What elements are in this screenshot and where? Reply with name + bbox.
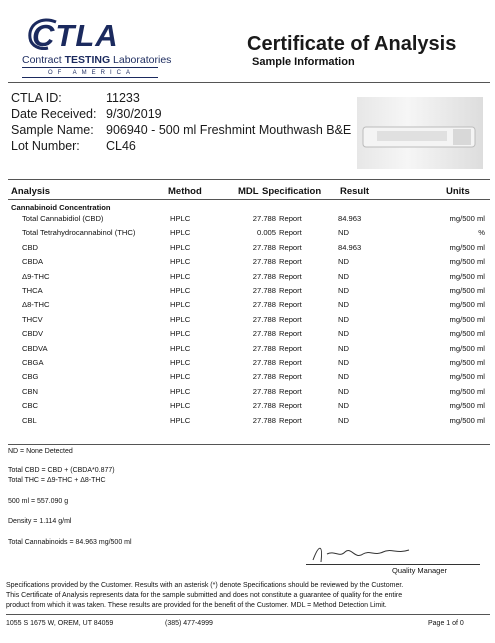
cell-result: ND [338, 286, 349, 295]
section-title: Cannabinoid Concentration [11, 203, 111, 212]
logo-wordmark: CTLA [32, 18, 119, 53]
signature-line [306, 564, 480, 565]
cell-result: ND [338, 358, 349, 367]
info-divider [8, 179, 490, 180]
cell-specification: Report [279, 401, 302, 411]
cell-mdl: 0.005 [256, 228, 276, 238]
cell-method: HPLC [170, 314, 191, 324]
cell-mdl: 27.788 [252, 300, 276, 310]
page-title: Certificate of Analysis [247, 33, 457, 55]
cell-mdl: 27.788 [252, 372, 276, 382]
table-row [0, 257, 495, 270]
cell-units: mg/500 ml [449, 271, 485, 281]
cell-analysis: Total Cannabidiol (CBD) [22, 214, 104, 223]
cell-mdl: 27.788 [252, 242, 276, 252]
col-specification: Specification [262, 186, 322, 197]
cell-units: mg/500 ml [449, 300, 485, 310]
cell-result: ND [338, 401, 349, 411]
col-analysis: Analysis [11, 186, 51, 197]
page-number: Page 1 of 0 [428, 620, 464, 627]
cell-method: HPLC [170, 386, 191, 396]
table-row [0, 372, 495, 385]
cell-analysis: Δ9-THC [22, 271, 50, 281]
cell-specification: Report [279, 228, 302, 238]
footer-line-3: product from which it was taken. These results are provided for the benefit of the Customer. MDL = Method Detection Limit. [6, 602, 387, 609]
cell-specification: Report [279, 358, 302, 367]
cell-analysis: Total Tetrahydrocannabinol (THC) [22, 228, 136, 238]
table-row [0, 315, 495, 328]
note-volume: 500 ml = 557.090 g [8, 498, 69, 505]
table-row [0, 286, 495, 299]
cell-result: ND [338, 386, 349, 396]
cell-units: mg/500 ml [449, 358, 485, 367]
cell-specification: Report [279, 300, 302, 310]
cell-analysis: CBG [22, 372, 39, 382]
footer-phone: (385) 477-4999 [165, 620, 213, 627]
footer-line-1: Specifications provided by the Customer. Results with an asterisk (*) denote Specifications should be reviewed by the Customer. [6, 582, 404, 589]
table-row [0, 329, 495, 342]
cell-units: % [478, 228, 485, 238]
cell-method: HPLC [170, 401, 191, 411]
table-row [0, 344, 495, 357]
table-row [0, 387, 495, 400]
cell-specification: Report [279, 242, 302, 252]
cell-specification: Report [279, 214, 302, 223]
cell-mdl: 27.788 [252, 358, 276, 367]
cell-analysis: THCA [22, 286, 43, 295]
cell-result: 84.963 [338, 242, 362, 252]
cell-units: mg/500 ml [449, 401, 485, 411]
cell-units: mg/500 ml [449, 286, 485, 295]
table-row [0, 358, 495, 371]
cell-method: HPLC [170, 300, 191, 310]
cell-analysis: CBDVA [22, 343, 48, 353]
cell-result: ND [338, 300, 349, 310]
cell-analysis: CBL [22, 415, 37, 425]
note-total-thc: Total THC = Δ9-THC + Δ8-THC [8, 477, 106, 484]
cell-mdl: 27.788 [252, 401, 276, 411]
cell-units: mg/500 ml [449, 415, 485, 425]
cell-specification: Report [279, 329, 302, 339]
table-header-rule [8, 199, 490, 200]
logo-subtitle: Contract TESTING Laboratories [22, 54, 172, 66]
footer-divider [6, 614, 490, 615]
sample-name-label: Sample Name: [11, 123, 94, 137]
cell-method: HPLC [170, 228, 191, 238]
col-result: Result [340, 186, 370, 197]
cell-mdl: 27.788 [252, 343, 276, 353]
logo-country: OF AMERICA [48, 70, 136, 76]
cell-mdl: 27.788 [252, 214, 276, 223]
lot-number-value: CL46 [106, 139, 136, 153]
note-total-cbd: Total CBD = CBD + (CBDA*0.877) [8, 467, 115, 474]
table-row [0, 243, 495, 256]
date-received-label: Date Received: [11, 107, 97, 121]
cell-method: HPLC [170, 257, 191, 267]
cell-specification: Report [279, 286, 302, 295]
cell-result: ND [338, 415, 349, 425]
cell-method: HPLC [170, 214, 191, 223]
sample-name-value: 906940 - 500 ml Freshmint Mouthwash B&E [106, 123, 352, 137]
cell-units: mg/500 ml [449, 372, 485, 382]
ctla-id-value: 11233 [106, 91, 140, 105]
table-bottom-rule [8, 444, 490, 445]
footer-address: 1055 S 1675 W, OREM, UT 84059 [6, 620, 114, 627]
cell-units: mg/500 ml [449, 257, 485, 267]
cell-method: HPLC [170, 329, 191, 339]
cell-mdl: 27.788 [252, 286, 276, 295]
cell-units: mg/500 ml [449, 314, 485, 324]
cell-mdl: 27.788 [252, 329, 276, 339]
cell-analysis: CBD [22, 242, 39, 252]
cell-analysis: CBGA [22, 358, 44, 367]
cell-analysis: CBDA [22, 257, 44, 267]
cell-analysis: CBDV [22, 329, 44, 339]
cell-result: ND [338, 271, 349, 281]
cell-units: mg/500 ml [449, 214, 485, 223]
note-density: Density = 1.114 g/ml [8, 518, 72, 525]
lot-number-label: Lot Number: [11, 139, 80, 153]
signature-title: Quality Manager [392, 566, 448, 575]
cell-result: 84.963 [338, 214, 362, 223]
cell-units: mg/500 ml [449, 329, 485, 339]
col-method: Method [168, 186, 202, 197]
ctla-id-label: CTLA ID: [11, 91, 62, 105]
sample-photo [357, 97, 483, 169]
cell-method: HPLC [170, 372, 191, 382]
cell-method: HPLC [170, 242, 191, 252]
cell-mdl: 27.788 [252, 314, 276, 324]
table-row [0, 272, 495, 285]
table-row [0, 300, 495, 313]
cell-specification: Report [279, 314, 302, 324]
logo-rule-bottom [22, 77, 158, 78]
cell-analysis: CBC [22, 401, 39, 411]
page-subtitle: Sample Information [252, 56, 355, 68]
cell-analysis: Δ8-THC [22, 300, 50, 310]
cell-result: ND [338, 257, 349, 267]
cell-units: mg/500 ml [449, 242, 485, 252]
cell-result: ND [338, 329, 349, 339]
cell-specification: Report [279, 343, 302, 353]
cell-mdl: 27.788 [252, 271, 276, 281]
cell-analysis: THCV [22, 314, 43, 324]
cell-specification: Report [279, 415, 302, 425]
cell-result: ND [338, 314, 349, 324]
cell-result: ND [338, 343, 349, 353]
header-divider [8, 82, 490, 83]
date-received-value: 9/30/2019 [106, 107, 162, 121]
cell-mdl: 27.788 [252, 257, 276, 267]
col-mdl: MDL [238, 186, 259, 197]
table-row [0, 228, 495, 241]
table-row [0, 214, 495, 227]
cell-specification: Report [279, 372, 302, 382]
cell-units: mg/500 ml [449, 386, 485, 396]
cell-analysis: CBN [22, 386, 39, 396]
cell-method: HPLC [170, 343, 191, 353]
cell-specification: Report [279, 386, 302, 396]
logo-rule [22, 67, 158, 68]
table-row [0, 401, 495, 414]
table-row [0, 416, 495, 429]
col-units: Units [446, 186, 470, 197]
cell-method: HPLC [170, 415, 191, 425]
cell-method: HPLC [170, 286, 191, 295]
cell-mdl: 27.788 [252, 386, 276, 396]
footer-line-2: This Certificate of Analysis represents data for the sample submitted and does not constitute a guarantee of quality for the entire [6, 592, 403, 599]
note-nd: ND = None Detected [8, 448, 73, 455]
cell-mdl: 27.788 [252, 415, 276, 425]
cell-specification: Report [279, 271, 302, 281]
cell-result: ND [338, 372, 349, 382]
cell-specification: Report [279, 257, 302, 267]
cell-method: HPLC [170, 358, 191, 367]
bottle-image-icon [357, 97, 483, 169]
note-total-cannabinoids: Total Cannabinoids = 84.963 mg/500 ml [8, 539, 132, 546]
cell-result: ND [338, 228, 349, 238]
cell-method: HPLC [170, 271, 191, 281]
cell-units: mg/500 ml [449, 343, 485, 353]
